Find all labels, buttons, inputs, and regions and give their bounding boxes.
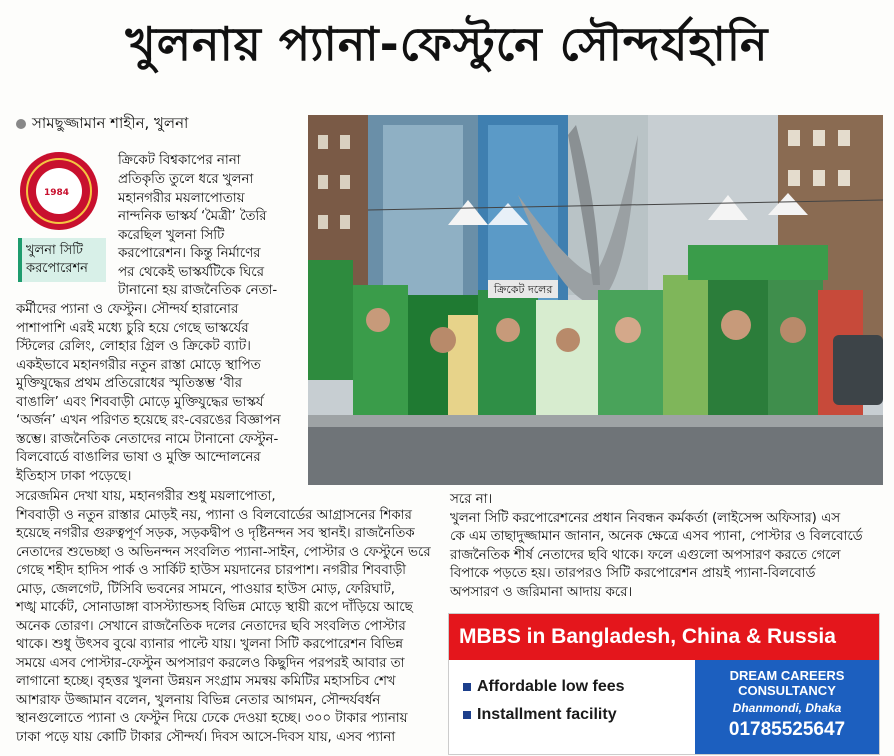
text-line: ক্রিকেট বিশ্বকাপের নানা <box>118 153 241 168</box>
text-line: সরেজমিন দেখা যায়, মহানগরীর শুধু ময়লাপোতা, <box>16 489 276 504</box>
bullet-square-icon <box>463 711 471 719</box>
bullet-square-icon <box>463 683 471 691</box>
logo-year: 1984 <box>44 188 70 198</box>
text-line: লাগানো হচ্ছে। বৃহত্তর খুলনা উন্নয়ন সংগ্রাম সমন্বয় কমিটির মহাসচিব শেখ <box>16 674 396 689</box>
text-line: করেছিল খুলনা সিটি <box>118 228 225 243</box>
byline <box>16 112 188 137</box>
ad-feature-text: Affordable low fees <box>477 678 625 695</box>
kcc-emblem <box>20 152 98 230</box>
text-line: খুলনা সিটি করপোরেশনের প্রধান নিবন্ধন কর্মকর্তা (লাইসেন্স অফিসার) এস <box>450 511 840 526</box>
kcc-logo <box>18 152 100 230</box>
photo-sign: ক্রিকেট দলের <box>494 283 553 296</box>
text-line: করপোরেশন। কিন্তু নির্মাণের <box>118 246 261 261</box>
text-line: বিপাকে পড়তে হয়। তারপরও সিটি করপোরেশন প্রায়ই প্যানা-বিলবোর্ড <box>450 566 816 581</box>
text-line: টানানো হয় রাজনৈতিক নেতা- <box>118 283 278 298</box>
text-line: পর থেকেই ভাস্কর্যটিকে ঘিরে <box>118 265 264 280</box>
text-line: ‘অর্জন’ এখন পরিণত হয়েছে রং-বেরঙের বিজ্ঞাপন <box>16 413 281 428</box>
ad-feature <box>463 706 617 724</box>
text-line: নান্দনিক ভাস্কর্য ‘মৈত্রী’ তৈরি <box>118 209 267 224</box>
text-line: স্থানগুলোতে প্যানা ও ফেস্টুন দিয়ে ঢেকে দেওয়া হচ্ছে। ৩০০ টাকার প্যানায় <box>16 711 408 726</box>
text-line: কে এম তাছাদুজ্জামান জানান, অনেক ক্ষেত্রে এসব প্যানা, পোস্টার ও বিলবোর্ডে <box>450 529 863 544</box>
text-line: একইভাবে মহানগরীর নতুন রাস্তা মোড়ে স্থাপিত <box>16 358 261 373</box>
text-line: ঢাকা পড়ে যায় কোটি টাকার সৌন্দর্য। দিবস আসে-দিবস যায়, এসব প্যানা <box>16 730 396 745</box>
ad-feature <box>463 678 625 696</box>
bullet-icon <box>16 119 26 129</box>
text-line: পাশাপাশি এরই মধ্যে চুরি হয়ে গেছে ভাস্কর্যের <box>16 321 249 336</box>
text-line: থাকে। শুধু উৎসব বুঝে ব্যানার পাল্টে যায়। খুলনা সিটি করপোরেশন বিভিন্ন <box>16 637 403 652</box>
byline-text: সামছুজ্জামান শাহীন, খুলনা <box>32 114 189 132</box>
text-line: গেছে শহীদ হাদিস পার্ক ও সার্কিট হাউস ময়দানের চারপাশ। নগরীর শিববাড়ী <box>16 563 406 578</box>
ad-feature-text: Installment facility <box>477 706 617 723</box>
text-line: ইতিহাস ঢাকা পড়েছে। <box>16 469 132 484</box>
ad-brand-line1: DREAM CAREERS <box>729 668 845 683</box>
text-line: স্তম্ভে। রাজনৈতিক নেতাদের নামে টানানো ফেস্টুন- <box>16 432 279 447</box>
ad-brand-line2: CONSULTANCY <box>738 683 836 698</box>
text-line: অনেক তোরণ। সেখানে রাজনৈতিক দলের নেতাদের ছবি সংবলিত পোস্টার <box>16 619 406 634</box>
headline: খুলনায় প্যানা-ফেস্টুনে সৌন্দর্যহানি <box>125 17 769 71</box>
text-line: মহানগরীর ময়লাপোতায় <box>118 191 245 206</box>
logo-caption: খুলনা সিটি করপোরেশন <box>18 238 106 282</box>
ad-phone: 01785525647 <box>728 719 846 740</box>
text-line: প্রতিকৃতি তুলে ধরে খুলনা <box>118 172 254 187</box>
roundabout-photo <box>308 115 883 485</box>
text-line: বিলবোর্ডে বাঙালির ভাষা ও মুক্তি আন্দোলনের <box>16 450 261 465</box>
text-line: শিববাড়ী ও নতুন রাস্তার মোড়ই নয়, প্যানা ও বিলবোর্ডের আগ্রাসনের শিকার <box>16 508 412 523</box>
text-line: রাজনৈতিক শীর্ষ নেতাদের ছবি থাকে। ফলে এগুলো অপসারণ করতে গেলে <box>450 548 841 563</box>
text-line: স্টিলের রেলিং, লোহার গ্রিল ও ক্রিকেট ব্যাট। <box>16 339 251 354</box>
text-line: সরে না। <box>450 492 493 507</box>
text-line: মোড়, জেলগেট, টিসিবি ভবনের সামনে, পাওয়ার হাউস মোড়, ফেরিঘাট, <box>16 582 395 597</box>
text-line: হয়েছে নগরীর গুরুত্বপূর্ণ সড়ক, সড়কদ্বীপ ও দৃষ্টিনন্দন সব স্থানই। রাজনৈতিক <box>16 526 415 541</box>
text-line: বাঙালি’ এবং শিববাড়ী মোড়ে মুক্তিযুদ্ধের ভাস্কর্য <box>16 395 264 410</box>
ad-brand <box>695 660 879 754</box>
text-line: শঙ্খ মার্কেট, সোনাডাঙ্গা বাসস্ট্যান্ডসহ বিভিন্ন মোড়ে স্থায়ী রূপে দাঁড়িয়ে আছে <box>16 600 413 615</box>
ad-location: Dhanmondi, Dhaka <box>732 701 842 715</box>
text-line: কর্মীদের প্যানা ও ফেস্টুন। সৌন্দর্য হারানোর <box>16 302 239 317</box>
ad-title: MBBS in Bangladesh, China & Russia <box>449 614 879 660</box>
text-line: মুক্তিযুদ্ধের প্রথম প্রতিরোধের স্মৃতিস্তম্ভ ‘বীর <box>16 376 242 391</box>
text-line: আশরাফ উজ্জামান বলেন, খুলনায় বিভিন্ন নেতার আগমন, সৌন্দর্যবর্ধন <box>16 693 381 708</box>
news-photo <box>308 115 883 485</box>
ad-body <box>449 660 879 754</box>
advertisement[interactable] <box>448 613 880 755</box>
text-line: অপসারণ ও জরিমানা আদায় করে। <box>450 585 633 600</box>
text-line: সময়ে এসব পোস্টার-ফেস্টুন অপসারণ করলেও কিছুদিন পরপরই আবার তা <box>16 656 405 671</box>
text-line: নেতাদের শুভেচ্ছা ও অভিনন্দন সংবলিত প্যানা-সাইন, পোস্টার ও ফেস্টুনে ভরে <box>16 545 431 560</box>
